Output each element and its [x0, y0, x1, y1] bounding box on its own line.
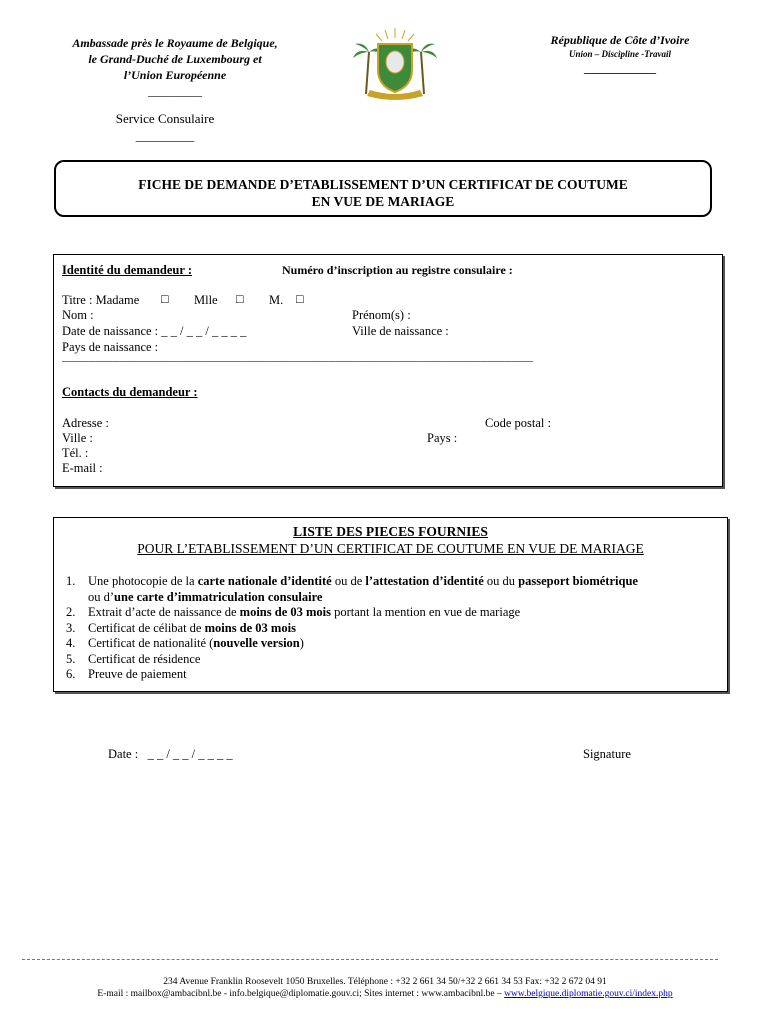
checkbox-m[interactable]: □	[296, 292, 304, 306]
list-item-text: une carte d’immatriculation consulaire	[114, 589, 323, 604]
address-label: Adresse :	[62, 416, 109, 430]
list-item-text: )	[299, 636, 304, 650]
phone-label: Tél. :	[62, 446, 89, 460]
list-item-text: Preuve de paiement	[88, 667, 187, 681]
republic-separator: _________	[584, 59, 656, 76]
registry-number-label: Numéro d’inscription au registre consulaire :	[282, 263, 513, 277]
list-item	[66, 621, 638, 637]
list-item-line	[88, 590, 638, 606]
footer-address: 234 Avenue Franklin Roosevelt 1050 Bruxelles. Téléphone : +32 2 661 34 50/+32 2 661 34 53 Fax: +32 2 672 04 91	[163, 977, 607, 987]
country-label: Pays :	[427, 431, 458, 445]
nom-label: Nom :	[62, 308, 94, 322]
list-item-line	[88, 574, 638, 590]
postal-code-label: Code postal :	[485, 416, 551, 430]
republic-title: République de Côte d’Ivoire	[550, 33, 690, 47]
birth-city-label: Ville de naissance :	[352, 324, 449, 338]
footer-website-link[interactable]: www.belgique.diplomatie.gouv.ci/index.php	[504, 989, 673, 999]
list-item-text: carte nationale d’identité	[197, 574, 332, 588]
list-item-text: ou de	[331, 574, 366, 588]
applicant-section	[53, 254, 723, 487]
list-item	[66, 652, 638, 668]
list-item-text: Certificat de célibat de	[88, 620, 205, 635]
list-item-text: Certificat de résidence	[88, 651, 201, 666]
list-item-text: ou du	[483, 574, 519, 588]
list-item-text: Une photocopie de la	[88, 574, 198, 588]
contacts-heading: Contacts du demandeur :	[62, 385, 198, 399]
list-item	[66, 574, 638, 605]
service-label: Service Consulaire	[115, 111, 215, 126]
embassy-line-2: le Grand-Duché de Luxembourg et	[88, 52, 262, 66]
documents-title: LISTE DES PIECES FOURNIES	[293, 524, 488, 539]
city-label: Ville :	[62, 431, 93, 445]
signature-label: Signature	[583, 747, 631, 761]
list-item-text: Certificat de nationalité (	[88, 636, 214, 650]
title-m-label: M.	[269, 293, 284, 307]
list-item	[66, 636, 638, 652]
footer-email-sites: E-mail : mailbox@ambacibnl.be - info.belgique@diplomatie.gouv.ci; Sites internet : www.ambacibnl.be –	[97, 989, 505, 999]
list-item-number: 5.	[66, 651, 76, 666]
republic-motto: Union – Discipline -Travail	[569, 49, 671, 59]
coat-of-arms-icon	[352, 24, 438, 100]
form-title-line-2: EN VUE DE MARIAGE	[311, 194, 455, 209]
footer-separator	[22, 959, 718, 960]
prenom-label: Prénom(s) :	[352, 308, 411, 322]
footer-contacts	[20, 988, 750, 1000]
list-item-line	[88, 605, 638, 621]
list-item-text: portant la mention en vue de mariage	[331, 605, 521, 619]
footer	[20, 976, 750, 1000]
list-item-text: l’attestation d’identité	[365, 574, 484, 588]
list-item-text: moins de 03 mois	[239, 605, 331, 619]
form-title-box	[54, 160, 712, 217]
list-item-number: 2.	[66, 605, 76, 619]
documents-subtitle: POUR L’ETABLISSEMENT D’UN CERTIFICAT DE COUTUME EN VUE DE MARIAGE	[137, 541, 644, 556]
embassy-line-1: Ambassade près le Royaume de Belgique,	[72, 36, 278, 50]
list-item-number: 1.	[66, 574, 76, 588]
birth-date-label: Date de naissance : _ _ / _ _ / _ _ _ _	[62, 324, 247, 338]
service-block	[90, 110, 240, 144]
documents-list	[66, 574, 638, 683]
list-item-line	[88, 667, 638, 683]
form-title-line-1: FICHE DE DEMANDE D’ETABLISSEMENT D’UN CERTIFICAT DE COUTUME	[138, 177, 628, 192]
title-madame-label: Titre : Madame	[62, 293, 140, 307]
email-label: E-mail :	[62, 461, 103, 475]
date-label: Date : _ _ / _ _ / _ _ _ _	[108, 747, 233, 761]
list-item	[66, 667, 638, 683]
list-item-text: Extrait d’acte de naissance de	[88, 605, 240, 619]
title-mlle-label: Mlle	[194, 293, 218, 307]
list-item-number: 4.	[66, 636, 76, 650]
embassy-header	[30, 35, 320, 99]
list-item-line	[88, 636, 638, 652]
documents-section	[53, 517, 728, 692]
embassy-separator: _________	[148, 84, 202, 98]
republic-header	[510, 33, 730, 77]
list-item-line	[88, 652, 638, 668]
list-item-text: nouvelle version	[213, 636, 300, 650]
identity-heading: Identité du demandeur :	[62, 263, 192, 277]
list-item-number: 3.	[66, 620, 76, 635]
list-item-line	[88, 621, 638, 637]
service-separator: _________	[135, 128, 195, 143]
list-item-text: moins de 03 mois	[204, 620, 296, 635]
list-item-text: ou d’	[88, 589, 115, 604]
birth-country-label: Pays de naissance :	[62, 340, 159, 354]
embassy-line-3: l’Union Européenne	[123, 68, 227, 82]
identity-divider: ________________________________________________________________________________________________	[62, 351, 533, 363]
list-item	[66, 605, 638, 621]
checkbox-mlle[interactable]: □	[236, 292, 244, 306]
list-item-text: passeport biométrique	[518, 574, 638, 588]
list-item-number: 6.	[66, 667, 76, 681]
checkbox-madame[interactable]: □	[161, 292, 169, 306]
